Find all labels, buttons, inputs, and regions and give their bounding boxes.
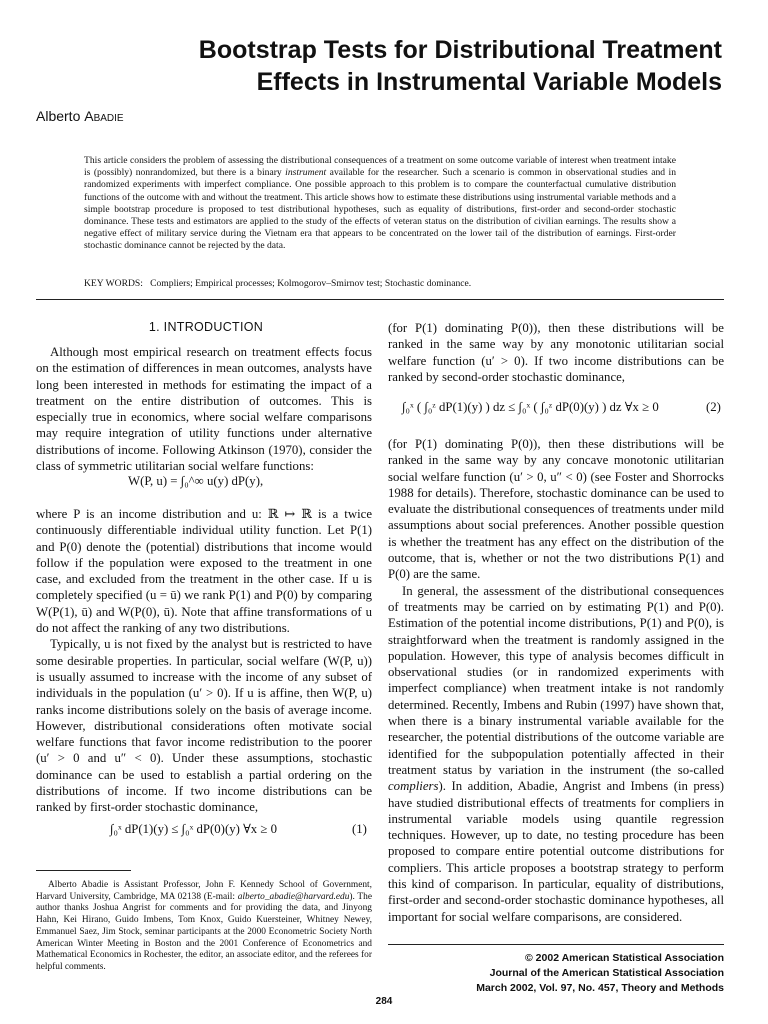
- footnote-divider: [36, 870, 131, 871]
- right-column-para-1: [388, 320, 724, 385]
- title-line-1: Bootstrap Tests for Distributional Treatment: [198, 36, 722, 64]
- abstract-italic: instrument: [285, 167, 327, 179]
- welfare-equation: W(P, u) = ∫₀^∞ u(y) dP(y),: [128, 474, 264, 488]
- equation-1: ∫₀ˣ dP(1)(y) ≤ ∫₀ˣ dP(0)(y) ∀x ≥ 0: [110, 822, 278, 836]
- right-column-para-2: [388, 436, 724, 925]
- section-heading: 1. INTRODUCTION: [148, 320, 264, 334]
- right-paragraph-3b: ). In addition, Abadie, Angrist and Imbens (in press) have studied distributional effects of treatments for compliers in instrumental variable models using quantile regression techniques. However, up to date, no testing procedure has been proposed to compare entire potential outcome distributions for compliers. This article proposes a bootstrap strategy to perform this kind of comparison. In particular, equality of distributions, first-order and second-order stochastic dominance hypotheses, all important for social welfare comparisons, are considered.: [388, 779, 724, 924]
- title-line-2: Effects in Instrumental Variable Models: [256, 68, 722, 96]
- keywords-list: Compliers; Empirical processes; Kolmogorov–Smirnov test; Stochastic dominance.: [150, 278, 472, 289]
- abstract-text-2: available for the researcher. Such a scenario is common in observational studies and in randomized experiments with imperfect compliance. One possible approach to this problem is to compare the counterfactual cumulative distribution functions of the outcome with and without the treatment. This article shows how to estimate these distributions using instrumental variable methods and a simple bootstrap procedure is proposed to test distributional hypotheses, such as equality of distributions, first-order and second-order stochastic dominance. These tests and estimators are applied to the study of the effects of veteran status on the distribution of civilian earnings. The results show a negative effect of military service during the Vietnam era that appears to be concentrated on the lower tail of the distribution of earnings. First-order stochastic dominance cannot be rejected by the data.: [84, 167, 677, 252]
- abstract: [84, 155, 676, 253]
- abstract-text-1: This article considers the problem of assessing the distributional consequences of a treatment on some outcome variable of interest when treatment intake is (possibly) nonrandomized, but there is a binary: [84, 155, 676, 179]
- equation-2-number: (2): [706, 400, 721, 414]
- keywords-label: KEY WORDS:: [84, 278, 143, 289]
- author: [36, 108, 124, 124]
- left-column-para-1: [36, 344, 372, 474]
- author-last-name: Abadie: [84, 108, 124, 124]
- left-column-para-2: [36, 506, 372, 816]
- equation-2: ∫₀ˣ ( ∫₀ᶻ dP(1)(y) ) dz ≤ ∫₀ˣ ( ∫₀ᶻ dP(0)(y) ) dz ∀x ≥ 0: [402, 400, 659, 414]
- intro-paragraph-1: Although most empirical research on treatment effects focus on the estimation of differences in mean outcomes, analysts have long been interested in methods for estimating the impact of a treatment on the entire distribution of outcomes. This is especially true in economics, where social welfare comparisons may require integration of utility functions under alternative distributions of income. Following Atkinson (1970), consider the class of symmetric utilitarian social welfare functions:: [36, 345, 372, 474]
- right-paragraph-3: [388, 583, 724, 925]
- author-first-name: Alberto: [36, 108, 85, 124]
- abstract-divider: [36, 299, 724, 300]
- journal-name: Journal of the American Statistical Association: [489, 967, 724, 979]
- footnote-text-1: Alberto Abadie is Assistant Professor, John F. Kennedy School of Government, Harvard University, Cambridge, MA 02138 (E-mail:: [36, 880, 372, 902]
- journal-issue: March 2002, Vol. 97, No. 457, Theory and Methods: [476, 982, 724, 994]
- keywords: [84, 278, 676, 289]
- right-paragraph-1: (for P(1) dominating P(0)), then these distributions will be ranked in the same way by any monotonic utilitarian social welfare function (u′ > 0). If two income distributions can be ranked by second-order stochastic dominance,: [388, 321, 724, 384]
- footnote-email: alberto_abadie@harvard.edu: [237, 891, 350, 902]
- right-paragraph-2: (for P(1) dominating P(0)), then these distributions will be ranked in the same way by any concave monotonic utilitarian social welfare function (u′ > 0, u″ < 0) (see Foster and Shorrocks 1988 for details). Therefore, stochastic dominance can be used to evaluate the distributional consequences of treatments under mild assumptions about social preferences. Another possible question is whether the treatment has any effect on the distribution of the outcome, that is, whether or not the two distributions P(1) and P(0) are the same.: [388, 437, 724, 582]
- right-paragraph-3a: In general, the assessment of the distributional consequences of treatments may be carried on by estimating P(1) and P(0). Estimation of the potential income distributions, P(1) and P(0), is straightforward when the treatment is randomly assigned in the population. However, this type of analysis becomes difficult in observational studies (or in randomized experiments with imperfect compliance) when treatment intake is not randomly determined. Recently, Imbens and Rubin (1997) have shown that, when there is a binary instrumental variable available for the researcher, the potential distributions of the outcome variable are identified for the subpopulation potentially affected in their treatment status by variation in the instrument (the so-called: [388, 583, 724, 777]
- copyright-line: © 2002 American Statistical Association: [525, 952, 724, 964]
- intro-paragraph-3: Typically, u is not fixed by the analyst but is restricted to have some desirable properties. In particular, social welfare (W(P, u)) is usually assumed to increase with the income of any subset of individuals in the population (u′ > 0). If u is affine, then W(P, u) ranks income distributions solely on the basis of average income. However, distributional considerations often motivate social welfare functions that favor income redistribution to the poorer (u′ > 0 and u″ < 0). Under these assumptions, stochastic dominance can be used to establish a partial ordering on the distributions of income. If two income distributions can be ranked by first-order stochastic dominance,: [36, 637, 372, 815]
- copyright-divider: [388, 944, 724, 945]
- author-footnote: [36, 880, 372, 974]
- equation-1-number: (1): [352, 822, 367, 836]
- paper-title: [120, 34, 722, 98]
- footnote-text-2: ). The author thanks Joshua Angrist for comments and for providing the data, and Jinyong Hahn, Kei Hirano, Guido Imbens, Tom Knox, Guido Kuersteiner, Whitney Newey, Emmanuel Saez, Jim Stock, seminar participants at the 2000 Econometric Society North American Winter Meeting in Boston and the 2001 Conference of Econometrics and Mathematical Economics in Rochester, the editor, an associate editor, and the referees for helpful comments.: [36, 891, 373, 972]
- copyright-block: [388, 951, 724, 996]
- compliers-italic: compliers: [388, 779, 439, 794]
- page-number: 284: [375, 996, 393, 1007]
- intro-paragraph-2: where P is an income distribution and u: ℝ ↦ ℝ is a twice continuously differentiable individual utility function. Let P(1) and P(0) denote the (potential) distributions that income would follow if the population were exposed to the treatment in one case, and excluded from the treatment in the other case. If u is completely specified (u = ū) we rank P(1) and P(0) by comparing W(P(1), ū) and W(P(0), ū). Note that affine transformations of u do not affect the ranking of any two distributions.: [36, 507, 372, 636]
